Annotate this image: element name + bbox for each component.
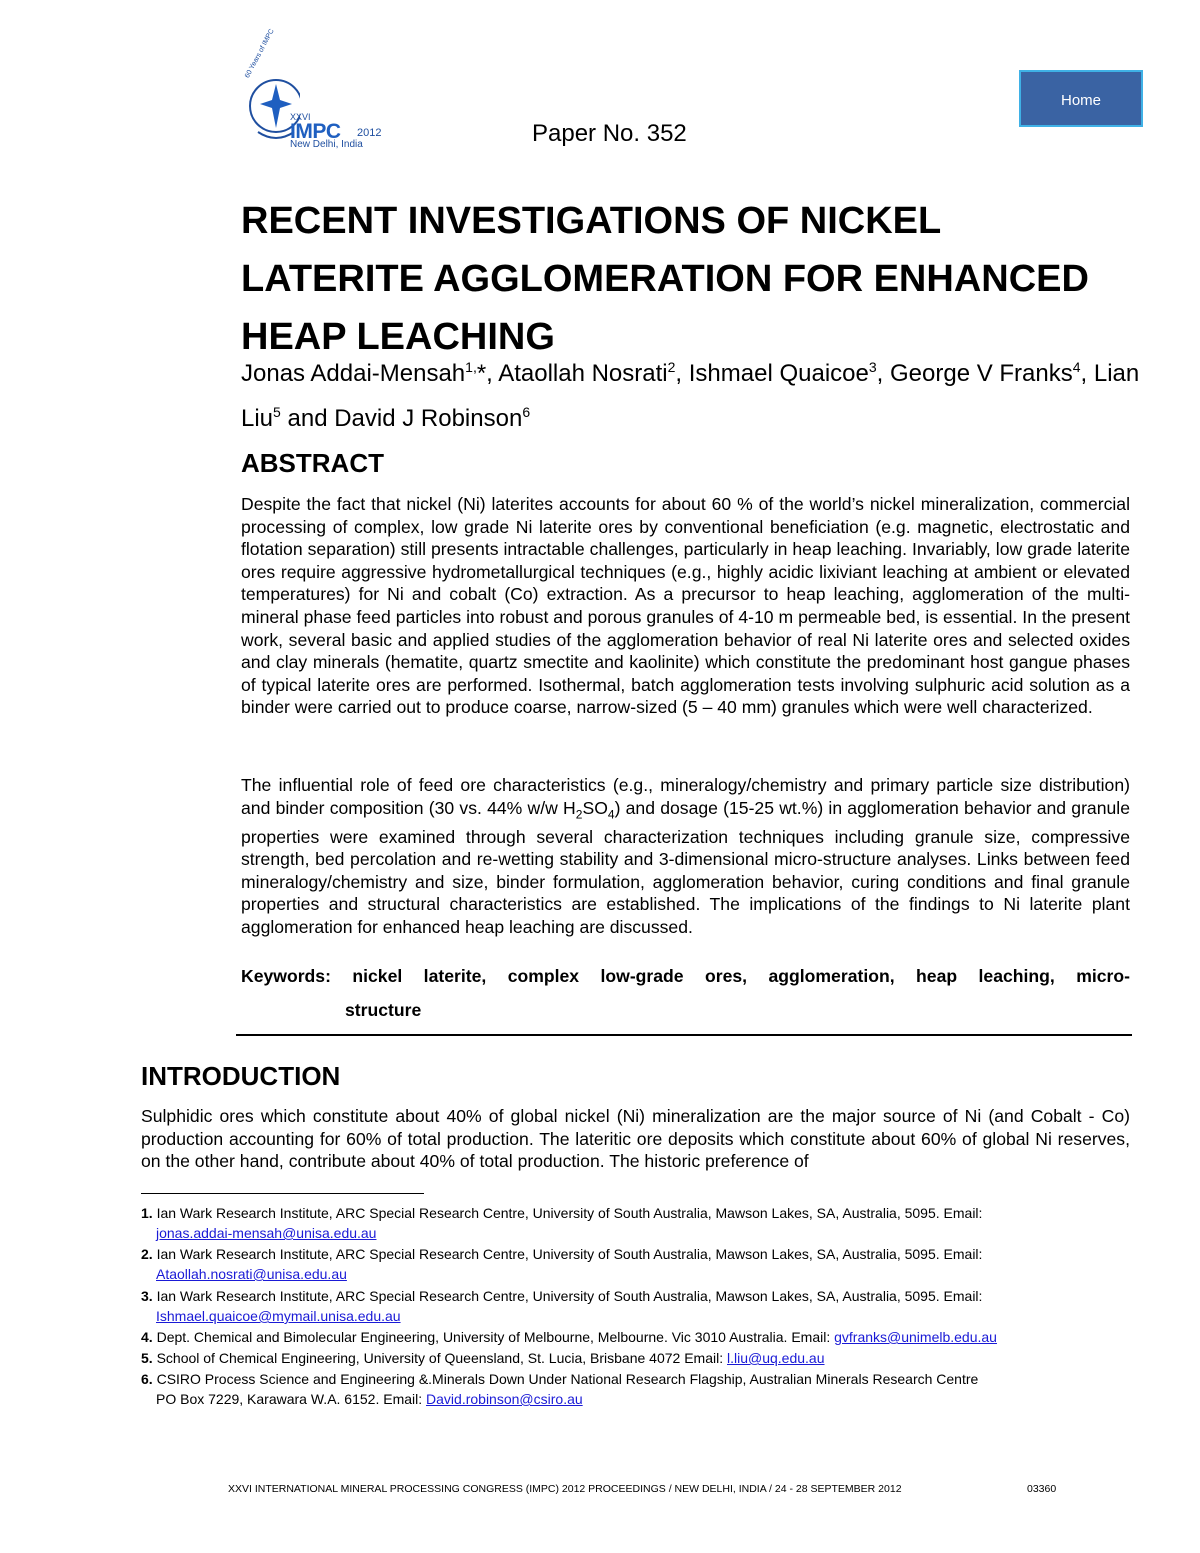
page-number: 03360	[1027, 1483, 1057, 1495]
footnote-text: School of Chemical Engineering, University of Queensland, St. Lucia, Brisbane 4072 Email:	[152, 1350, 727, 1366]
footnote-number: 5.	[141, 1350, 153, 1366]
footnote	[141, 1348, 825, 1368]
keywords-continuation: structure	[345, 1000, 422, 1020]
introduction-paragraph: Sulphidic ores which constitute about 40% of global nickel (Ni) mineralization are the major source of Ni (and Cobalt - Co) production accounting for 60% of total production. The lateritic ore deposits which constitute about 60% of global Ni reserves, on the other hand, contribute about 40% of total production. The historic preference of	[141, 1106, 1130, 1172]
email-link[interactable]: gvfranks@unimelb.edu.au	[834, 1329, 997, 1345]
footnote-text: Ian Wark Research Institute, ARC Special Research Centre, University of South Australia, Mawson Lakes, SA, Australia, 5095. Email:	[152, 1205, 983, 1221]
footnote	[141, 1286, 982, 1326]
abstract-paragraph-2	[241, 774, 1130, 939]
home-button[interactable]: Home	[1019, 70, 1143, 127]
footnote-number: 3.	[141, 1288, 153, 1304]
author-name: Jonas Addai-Mensah	[241, 360, 466, 387]
author-list	[241, 348, 1141, 438]
section-divider	[236, 1034, 1132, 1036]
affiliation-sup: 6	[522, 404, 531, 420]
footnote	[141, 1244, 982, 1284]
subscript: 2	[575, 807, 583, 822]
email-link[interactable]: l.liu@uq.edu.au	[727, 1350, 825, 1366]
text-run: SO	[582, 797, 608, 818]
affiliation-sup: 4	[1072, 359, 1081, 375]
email-link[interactable]: Ishmael.quaicoe@mymail.unisa.edu.au	[156, 1308, 401, 1324]
footnote-text: Ian Wark Research Institute, ARC Special Research Centre, University of South Australia, Mawson Lakes, SA, Australia, 5095. Email:	[152, 1246, 983, 1262]
footnote	[141, 1369, 978, 1409]
title-line: LATERITE AGGLOMERATION FOR ENHANCED	[241, 258, 1089, 300]
footnote-text: Dept. Chemical and Bimolecular Engineering, University of Melbourne, Melbourne. Vic 3010 Australia. Email:	[152, 1329, 835, 1345]
paper-number: Paper No. 352	[532, 120, 687, 147]
logo-years-text: 60 Years of IMPC	[244, 27, 276, 80]
footnote	[141, 1203, 982, 1243]
email-link[interactable]: David.robinson@csiro.au	[426, 1391, 583, 1407]
footnote-divider	[141, 1193, 424, 1194]
keywords-line: Keywords: nickel laterite, complex low-grade ores, agglomeration, heap leaching, micro-	[241, 966, 1130, 986]
title-line: RECENT INVESTIGATIONS OF NICKEL	[241, 200, 942, 242]
footnote-number: 1.	[141, 1205, 153, 1221]
footnote-number: 4.	[141, 1329, 153, 1345]
affiliation-sup: 1,	[465, 359, 477, 375]
footnote-text: PO Box 7229, Karawara W.A. 6152. Email:	[156, 1391, 427, 1407]
paper-title	[241, 192, 1141, 366]
affiliation-sup: 5	[273, 404, 281, 420]
author-name: and David J Robinson	[280, 405, 523, 432]
affiliation-sup: 2	[667, 359, 676, 375]
footnote-text: Ian Wark Research Institute, ARC Special Research Centre, University of South Australia, Mawson Lakes, SA, Australia, 5095. Email:	[152, 1288, 983, 1304]
footnote-number: 6.	[141, 1371, 153, 1387]
abstract-paragraph-1: Despite the fact that nickel (Ni) laterites accounts for about 60 % of the world’s nickel mineralization, commercial processing of complex, low grade Ni laterite ores by conventional beneficiation (e.g. magnetic, electrostatic and flotation separation) still presents intractable challenges, particularly in heap leaching. Invariably, low grade laterite ores require aggressive hydrometallurgical techniques (e.g., highly acidic lixiviant leaching at ambient or elevated temperatures) for Ni and cobalt (Co) extraction. As a precursor to heap leaching, agglomeration of the multi-mineral phase feed particles into robust and porous granules of 4-10 m permeable bed, is essential. In the present work, several basic and applied studies of the agglomeration behavior of real Ni laterite ores and selected oxides and clay minerals (hematite, quartz smectite and kaolinite) which constitute the predominant host gangue phases of typical laterite ores are performed. Isothermal, batch agglomeration tests involving sulphuric acid solution as a binder were carried out to produce coarse, narrow-sized (5 – 40 mm) granules which were well characterized.	[241, 494, 1130, 718]
subscript: 4	[607, 807, 615, 822]
email-link[interactable]: Ataollah.nosrati@unisa.edu.au	[156, 1266, 347, 1282]
corresponding-mark: *,	[476, 360, 499, 387]
page-footer: XXVI INTERNATIONAL MINERAL PROCESSING CONGRESS (IMPC) 2012 PROCEEDINGS / NEW DELHI, INDIA / 24 - 28 SEPTEMBER 2012	[228, 1483, 902, 1495]
author-name: , Ishmael Quaicoe	[675, 360, 869, 387]
footnote-text: CSIRO Process Science and Engineering &.Minerals Down Under National Research Flagship, Australian Minerals Research Centre	[152, 1371, 979, 1387]
email-link[interactable]: jonas.addai-mensah@unisa.edu.au	[156, 1225, 377, 1241]
logo-edition: XXVI	[290, 112, 311, 122]
footnote	[141, 1327, 997, 1347]
text-run: The influential role of feed ore characteristics (e.g., mineralogy/chemistry and primary particle size distribution) and binder composition (30 vs. 44% w/w H	[241, 775, 1130, 818]
affiliation-sup: 3	[868, 359, 877, 375]
abstract-heading: ABSTRACT	[241, 448, 384, 478]
logo-name: IMPC	[290, 120, 341, 143]
logo-year: 2012	[357, 127, 382, 139]
introduction-heading: INTRODUCTION	[141, 1061, 341, 1091]
title-line: HEAP LEACHING	[241, 316, 555, 358]
logo-city: New Delhi, India	[290, 139, 363, 150]
text-run: ) and dosage (15-25 wt.%) in agglomeration behavior and granule properties were examined through several characterization techniques including granule size, compressive strength, bed percolation and re-wetting stability and 3-dimensional micro-structure analyses. Links between feed mineralogy/chemistry and size, binder formulation, agglomeration behavior, curing conditions and final granule properties and structural characteristics are established. The implications of the findings to Ni laterite plant agglomeration for enhanced heap leaching are discussed.	[241, 797, 1130, 938]
footnote-number: 2.	[141, 1246, 153, 1262]
impc-logo	[240, 27, 410, 155]
author-name: , George V Franks	[876, 360, 1073, 387]
author-name: Ataollah Nosrati	[498, 360, 668, 387]
author-name: , Lian Liu	[241, 360, 1140, 432]
